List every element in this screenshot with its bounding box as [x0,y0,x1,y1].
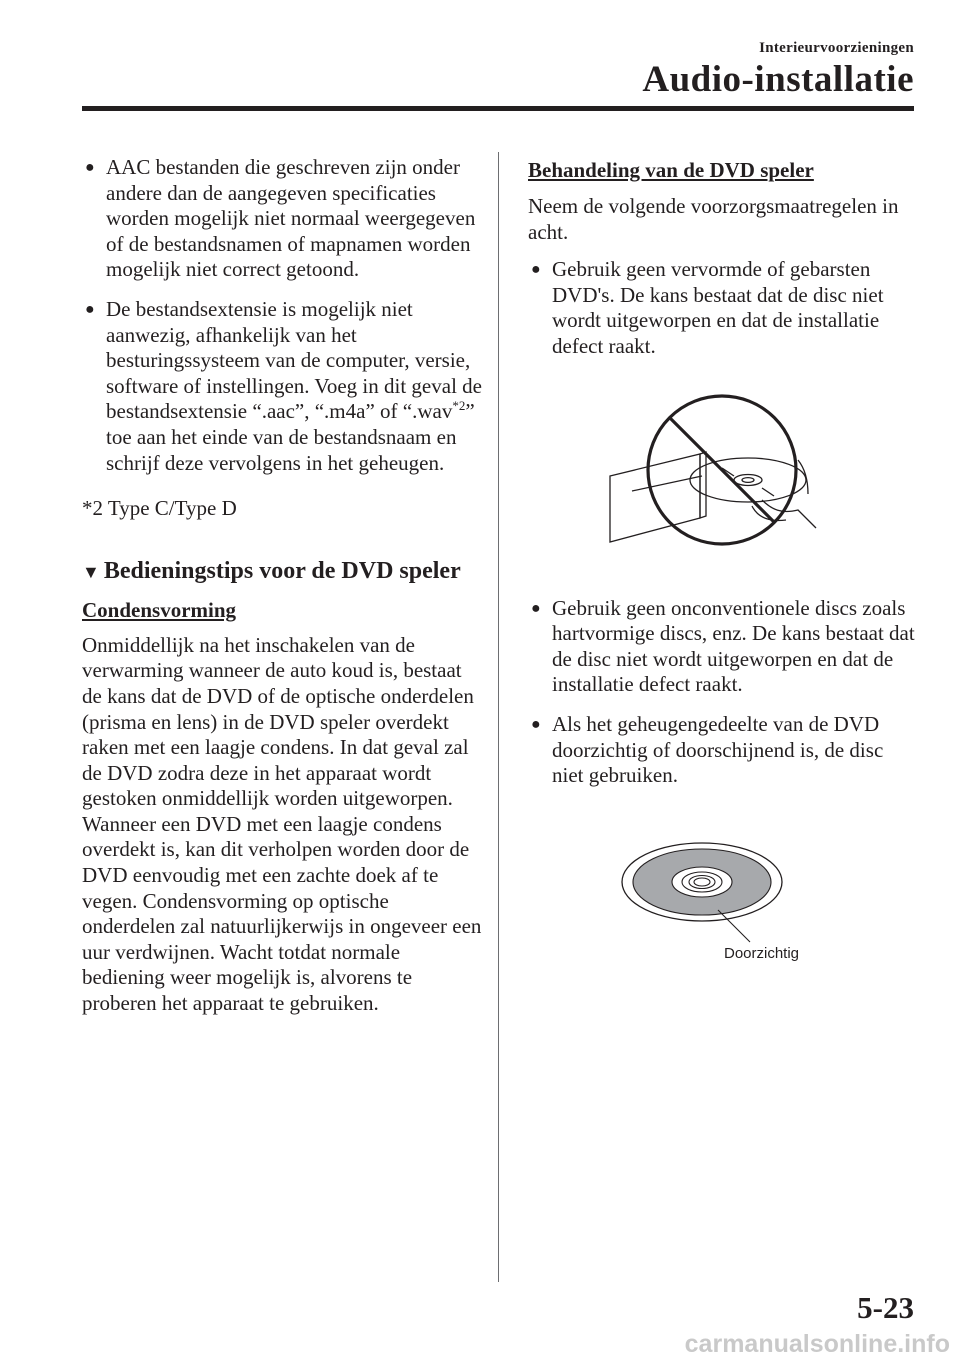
section-heading [82,556,482,586]
illustration-caption: Doorzichtig [724,945,800,962]
no-damaged-disc-illustration [602,388,842,546]
section-heading-text: Bedieningstips voor de DVD speler [103,557,461,584]
bullet-icon: ● [85,300,95,318]
footnote: *2 Type C/Type D [82,496,237,521]
triangle-down-icon: ▼ [82,561,100,582]
subsection-heading: Condensvorming [82,597,237,622]
header-rule [82,106,914,111]
list-item [82,155,482,283]
paragraph: Onmiddellijk na het inschakelen van de verwarming wanneer de auto koud is, bestaat de kans dat de DVD of de optische onderdelen (prisma en lens) in de DVD speler overdekt raken met een laagje condens. In dat geval zal de DVD zodra deze in het apparaat wordt gestoken onmiddellijk worden uitgeworpen. Wanneer een DVD met een laagje condens overdekt is, kan dit verholpen worden door de DVD eenvoudig met een zachte doek af te vegen. Condensvorming op optische onderdelen zal natuurlijkerwijs in ongeveer een uur verdwijnen. Wacht totdat normale bediening weer mogelijk is, alvorens te proberen het apparaat te gebruiken. [82,632,482,1016]
bullet-text: Als het geheugengedeelte van de DVD doorzichtig of doorschijnend is, de disc niet gebruiken. [552,711,884,788]
page-number: 5-23 [857,1290,914,1325]
bullet-icon: ● [85,159,95,176]
page-title: Audio-installatie [642,59,914,100]
list-item [528,712,918,789]
footnote-ref: *2 [452,398,466,414]
bullet-text: Gebruik geen onconventionele discs zoals hartvormige discs, enz. De kans bestaat dat de disc niet wordt uitgeworpen en dat de installatie defect raakt. [552,595,915,697]
bullet-text: Gebruik geen vervormde of gebarsten DVD's. De kans bestaat dat de disc niet wordt uitgeworpen en dat de installatie defect raakt. [552,257,884,358]
bullet-icon: ● [531,599,541,617]
column-divider [498,152,499,1282]
bullet-text-ext-before: De bestandsextensie is mogelijk niet aanwezig, afhankelijk van het besturingssysteem van de computer, versie, software of instellingen. Voeg in dit geval de bestandsextensie “.aac”, “.m4a” of “.wav [106,296,482,424]
list-item [82,297,482,476]
bullet-icon: ● [531,261,541,279]
left-column [82,155,482,1017]
bullet-text: AAC bestanden die geschreven zijn onder andere dan de aangegeven specificaties worden mogelijk niet normaal weergegeven of de bestandsnamen of mapnamen worden mogelijk niet correct getoond. [106,155,476,282]
bullet-icon: ● [531,715,541,733]
watermark: carmanualsonline.info [684,1330,950,1358]
list-item [528,257,918,359]
list-item [528,596,918,698]
subsection-heading: Behandeling van de DVD speler [528,158,814,182]
intro-paragraph: Neem de volgende voorzorgsmaatregelen in acht. [528,194,899,244]
section-label: Interieurvoorzieningen [759,40,914,56]
bullet-text-ext-after: ” toe aan het einde van de bestandsnaam en schrijf deze vervolgens in het geheugen. [106,399,475,475]
